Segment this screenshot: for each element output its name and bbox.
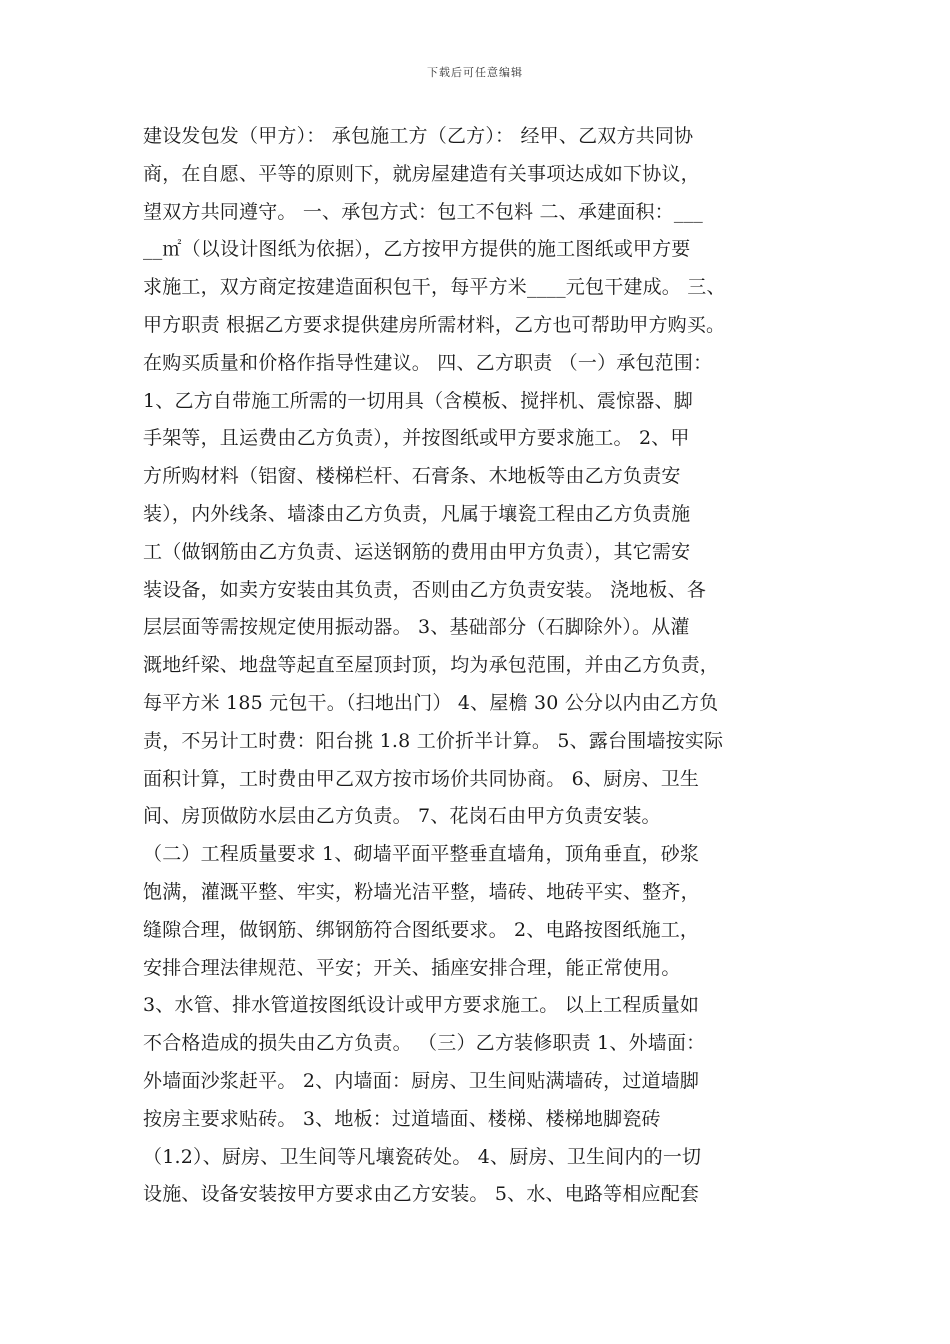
text-line: 按房主要求贴砖。 3、地板：过道墙面、楼梯、楼梯地脚瓷砖 (143, 1107, 661, 1130)
text-line: 甲方职责 根据乙方要求提供建房所需材料，乙方也可帮助甲方购买。 (143, 313, 726, 336)
text-line: 设施、设备安装按甲方要求由乙方安装。 5、水、电路等相应配套 (143, 1183, 700, 1206)
text-line: 工（做钢筋由乙方负责、运送钢筋的费用由甲方负责），其它需安 (143, 540, 691, 563)
text-line: 溉地纤梁、地盘等起直至屋顶封顶，均为承包范围，并由乙方负责， (143, 654, 720, 677)
text-line: 建设发包发（甲方）： 承包施工方（乙方）： 经甲、乙双方共同协 (143, 125, 694, 147)
text-line: 装设备，如卖方安装由其负责，否则由乙方负责安装。 浇地板、各 (143, 578, 707, 601)
text-line: 1、乙方自带施工所需的一切用具（含模板、搅拌机、震惊器、脚 (143, 389, 693, 412)
text-line: 3、水管、排水管道按图纸设计或甲方要求施工。 以上工程质量如 (143, 994, 700, 1017)
text-line: 安排合理法律规范、平安；开关、插座安排合理，能正常使用。 (143, 956, 681, 979)
text-line: 间、房顶做防水层由乙方负责。 7、花岗石由甲方负责安装。 (143, 805, 661, 828)
text-line: 每平方米 185 元包干。（扫地出门） 4、屋檐 30 公分以内由乙方负 (143, 691, 719, 714)
text-line: 面积计算，工时费由甲乙双方按市场价共同协商。 6、厨房、卫生 (143, 767, 700, 790)
text-line: 责，不另计工时费：阳台挑 1.8 工价折半计算。 5、露台围墙按实际 (143, 729, 724, 752)
text-line: 层层面等需按规定使用振动器。 3、基础部分（石脚除外）。从灌 (143, 616, 690, 639)
page-header-note: 下载后可任意编辑 (427, 66, 523, 79)
text-line: 在购买质量和价格作指导性建议。 四、乙方职责 （一）承包范围： (143, 351, 713, 374)
text-line: 缝隙合理，做钢筋、绑钢筋符合图纸要求。 2、电路按图纸施工， (143, 918, 700, 941)
text-line: __㎡（以设计图纸为依据），乙方按甲方提供的施工图纸或甲方要 (143, 238, 691, 261)
text-line: 手架等，且运费由乙方负责），并按图纸或甲方要求施工。 2、甲 (143, 427, 690, 450)
text-line: 外墙面沙浆赶平。 2、内墙面：厨房、卫生间贴满墙砖，过道墙脚 (143, 1069, 700, 1092)
text-line: 求施工，双方商定按建造面积包干，每平方米____元包干建成。 三、 (143, 276, 726, 299)
text-line: 饱满，灌溉平整、牢实，粉墙光洁平整，墙砖、地砖平实、整齐， (143, 880, 700, 903)
text-line: 不合格造成的损失由乙方负责。 （三）乙方装修职责 1、外墙面： (143, 1032, 706, 1055)
text-line: （1.2）、厨房、卫生间等凡壤瓷砖处。 4、厨房、卫生间内的一切 (143, 1145, 702, 1168)
text-line: 商，在自愿、平等的原则下，就房屋建造有关事项达成如下协议， (143, 162, 700, 185)
text-line: 望双方共同遵守。 一、承包方式：包工不包料 二、承建面积：___ (143, 200, 703, 223)
text-line: 装），内外线条、墙漆由乙方负责，凡属于壤瓷工程由乙方负责施 (143, 502, 691, 525)
text-line: 方所购材料（铝窗、楼梯栏杆、石膏条、木地板等由乙方负责安 (143, 465, 681, 488)
text-line: （二）工程质量要求 1、砌墙平面平整垂直墙角，顶角垂直，砂浆 (143, 843, 700, 866)
contract-body (143, 118, 807, 1214)
